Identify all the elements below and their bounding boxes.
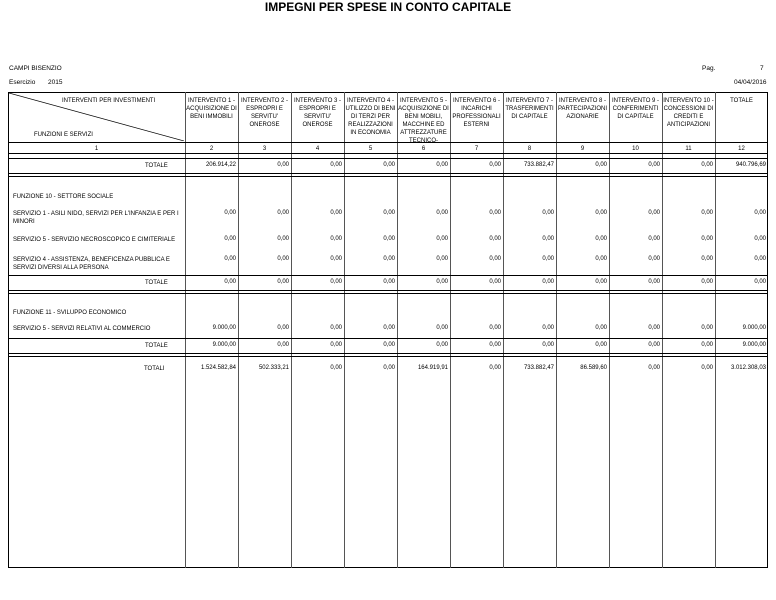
section-label: FUNZIONE 10 - SETTORE SOCIALE xyxy=(13,194,114,200)
value-cell: 0,00 xyxy=(701,210,713,216)
service-label: SERVIZIO 1 - ASILI NIDO, SERVIZI PER L'INFANZIA E PER I MINORI xyxy=(13,211,179,225)
column-number: 11 xyxy=(685,146,692,152)
corner-top-label: INTERVENTI PER INVESTIMENTI xyxy=(62,98,156,104)
value-cell: 0,00 xyxy=(542,279,554,285)
column-header: INTERVENTO 5 - ACQUISIZIONE DI BENI MOBILI, MACCHINE ED ATTREZZATURE TECNICO- xyxy=(398,98,449,144)
page-label: Pag. xyxy=(702,65,716,72)
page-title: IMPEGNI PER SPESE IN CONTO CAPITALE xyxy=(264,0,512,14)
entity-name: CAMPI BISENZIO xyxy=(9,65,62,72)
column-number: 5 xyxy=(368,146,373,152)
value-cell: 502.333,21 xyxy=(258,365,289,371)
value-cell: 0,00 xyxy=(595,162,607,168)
column-header: INTERVENTO 7 - TRASFERIMENTI DI CAPITALE xyxy=(505,98,554,120)
column-number: 10 xyxy=(632,146,639,152)
value-cell: 9.000,00 xyxy=(212,325,236,331)
value-cell: 1.524.582,84 xyxy=(200,365,236,371)
row-divider xyxy=(8,275,768,276)
value-cell: 3.012.308,03 xyxy=(730,365,766,371)
value-cell: 0,00 xyxy=(277,210,289,216)
value-cell: 0,00 xyxy=(277,256,289,262)
value-cell: 0,00 xyxy=(595,325,607,331)
value-cell: 0,00 xyxy=(701,236,713,242)
value-cell: 164.919,91 xyxy=(417,365,448,371)
value-cell: 0,00 xyxy=(595,210,607,216)
value-cell: 0,00 xyxy=(701,342,713,348)
row-divider xyxy=(8,338,768,339)
value-cell: 0,00 xyxy=(330,279,342,285)
column-number: 3 xyxy=(262,146,267,152)
value-cell: 0,00 xyxy=(277,325,289,331)
value-cell: 0,00 xyxy=(330,365,342,371)
value-cell: 733.882,47 xyxy=(523,162,554,168)
value-cell: 0,00 xyxy=(330,325,342,331)
total-label: TOTALE xyxy=(145,280,168,286)
value-cell: 86.589,60 xyxy=(580,365,607,371)
value-cell: 9.000,00 xyxy=(742,342,766,348)
value-cell: 0,00 xyxy=(648,365,660,371)
value-cell: 0,00 xyxy=(277,342,289,348)
value-cell: 0,00 xyxy=(489,279,501,285)
value-cell: 0,00 xyxy=(754,256,766,262)
value-cell: 0,00 xyxy=(595,342,607,348)
value-cell: 0,00 xyxy=(436,342,448,348)
column-number: 9 xyxy=(580,146,585,152)
value-cell: 0,00 xyxy=(383,162,395,168)
row-divider xyxy=(8,176,768,177)
year-label: Esercizio xyxy=(9,79,36,86)
value-cell: 0,00 xyxy=(224,279,236,285)
value-cell: 0,00 xyxy=(595,236,607,242)
value-cell: 0,00 xyxy=(383,236,395,242)
year-value: 2015 xyxy=(48,79,63,86)
row-divider xyxy=(8,293,768,294)
value-cell: 0,00 xyxy=(277,279,289,285)
page-number: 7 xyxy=(760,65,764,72)
column-header: INTERVENTO 2 - ESPROPRI E SERVITU' ONEROSE xyxy=(240,98,289,128)
value-cell: 0,00 xyxy=(330,162,342,168)
value-cell: 940.796,69 xyxy=(735,162,766,168)
row-divider xyxy=(8,353,768,354)
value-cell: 0,00 xyxy=(277,236,289,242)
value-cell: 0,00 xyxy=(436,210,448,216)
value-cell: 0,00 xyxy=(436,256,448,262)
value-cell: 0,00 xyxy=(224,256,236,262)
value-cell: 0,00 xyxy=(648,256,660,262)
value-cell: 0,00 xyxy=(701,162,713,168)
value-cell: 9.000,00 xyxy=(212,342,236,348)
value-cell: 0,00 xyxy=(701,256,713,262)
column-header: INTERVENTO 3 - ESPROPRI E SERVITU' ONEROSE xyxy=(293,98,342,128)
value-cell: 0,00 xyxy=(383,365,395,371)
column-number: 8 xyxy=(527,146,532,152)
column-number: 1 xyxy=(94,146,99,152)
value-cell: 0,00 xyxy=(489,210,501,216)
report-date: 04/04/2016 xyxy=(734,79,767,86)
section-label: FUNZIONE 11 - SVILUPPO ECONOMICO xyxy=(13,310,127,316)
row-divider xyxy=(8,142,768,143)
value-cell: 0,00 xyxy=(383,325,395,331)
total-label: TOTALE xyxy=(145,163,168,169)
value-cell: 0,00 xyxy=(542,325,554,331)
row-divider xyxy=(8,290,768,291)
column-header: INTERVENTO 8 - PARTECIPAZIONI AZIONARIE xyxy=(557,98,607,120)
value-cell: 0,00 xyxy=(489,236,501,242)
value-cell: 9.000,00 xyxy=(742,325,766,331)
value-cell: 0,00 xyxy=(542,210,554,216)
column-number: 2 xyxy=(209,146,214,152)
corner-bottom-label: FUNZIONI E SERVIZI xyxy=(34,132,93,138)
value-cell: 0,00 xyxy=(436,325,448,331)
value-cell: 0,00 xyxy=(648,325,660,331)
value-cell: 0,00 xyxy=(648,279,660,285)
value-cell: 0,00 xyxy=(648,210,660,216)
value-cell: 0,00 xyxy=(436,279,448,285)
value-cell: 0,00 xyxy=(489,365,501,371)
value-cell: 0,00 xyxy=(489,325,501,331)
value-cell: 0,00 xyxy=(436,162,448,168)
column-header: TOTALE xyxy=(730,98,753,104)
row-divider xyxy=(8,356,768,357)
value-cell: 0,00 xyxy=(224,210,236,216)
column-header: INTERVENTO 10 - CONCESSIONI DI CREDITI E ANTICIPAZIONI xyxy=(663,98,714,128)
value-cell: 0,00 xyxy=(648,162,660,168)
value-cell: 0,00 xyxy=(542,236,554,242)
value-cell: 0,00 xyxy=(701,325,713,331)
value-cell: 0,00 xyxy=(330,236,342,242)
value-cell: 0,00 xyxy=(383,210,395,216)
row-divider xyxy=(8,158,768,159)
value-cell: 0,00 xyxy=(330,256,342,262)
total-label: TOTALE xyxy=(145,343,168,349)
column-number: 7 xyxy=(474,146,479,152)
value-cell: 206.914,22 xyxy=(205,162,236,168)
value-cell: 0,00 xyxy=(648,236,660,242)
value-cell: 0,00 xyxy=(701,365,713,371)
value-cell: 0,00 xyxy=(542,342,554,348)
value-cell: 0,00 xyxy=(489,256,501,262)
value-cell: 0,00 xyxy=(330,210,342,216)
value-cell: 0,00 xyxy=(277,162,289,168)
value-cell: 0,00 xyxy=(489,342,501,348)
value-cell: 0,00 xyxy=(330,342,342,348)
service-label: SERVIZIO 4 - ASSISTENZA, BENEFICENZA PUBBLICA E SERVIZI DIVERSI ALLA PERSONA xyxy=(13,257,170,271)
value-cell: 0,00 xyxy=(701,279,713,285)
column-number: 4 xyxy=(315,146,320,152)
column-header: INTERVENTO 1 - ACQUISIZIONE DI BENI IMMOBILI xyxy=(186,98,237,120)
value-cell: 0,00 xyxy=(595,279,607,285)
value-cell: 0,00 xyxy=(383,256,395,262)
column-header: INTERVENTO 6 - INCARICHI PROFESSIONALI ESTERNI xyxy=(452,98,501,128)
value-cell: 0,00 xyxy=(754,279,766,285)
column-number: 6 xyxy=(421,146,426,152)
column-header: INTERVENTO 9 - CONFERIMENTI DI CAPITALE xyxy=(611,98,660,120)
value-cell: 0,00 xyxy=(754,210,766,216)
value-cell: 0,00 xyxy=(383,342,395,348)
value-cell: 0,00 xyxy=(648,342,660,348)
row-divider xyxy=(8,173,768,174)
value-cell: 0,00 xyxy=(754,236,766,242)
value-cell: 0,00 xyxy=(595,256,607,262)
column-header: INTERVENTO 4 - UTILIZZO DI BENI DI TERZI PER REALIZZAZIONI IN ECONOMIA xyxy=(345,98,396,136)
value-cell: 0,00 xyxy=(383,279,395,285)
column-number: 12 xyxy=(738,146,745,152)
service-label: SERVIZIO 5 - SERVIZIO NECROSCOPICO E CIMITERIALE xyxy=(13,237,176,243)
service-label: SERVIZIO 5 - SERVIZI RELATIVI AL COMMERCIO xyxy=(13,326,151,332)
value-cell: 0,00 xyxy=(436,236,448,242)
row-divider xyxy=(8,153,768,154)
value-cell: 0,00 xyxy=(224,236,236,242)
value-cell: 0,00 xyxy=(542,256,554,262)
total-label: TOTALI xyxy=(144,366,165,372)
value-cell: 733.882,47 xyxy=(523,365,554,371)
value-cell: 0,00 xyxy=(489,162,501,168)
